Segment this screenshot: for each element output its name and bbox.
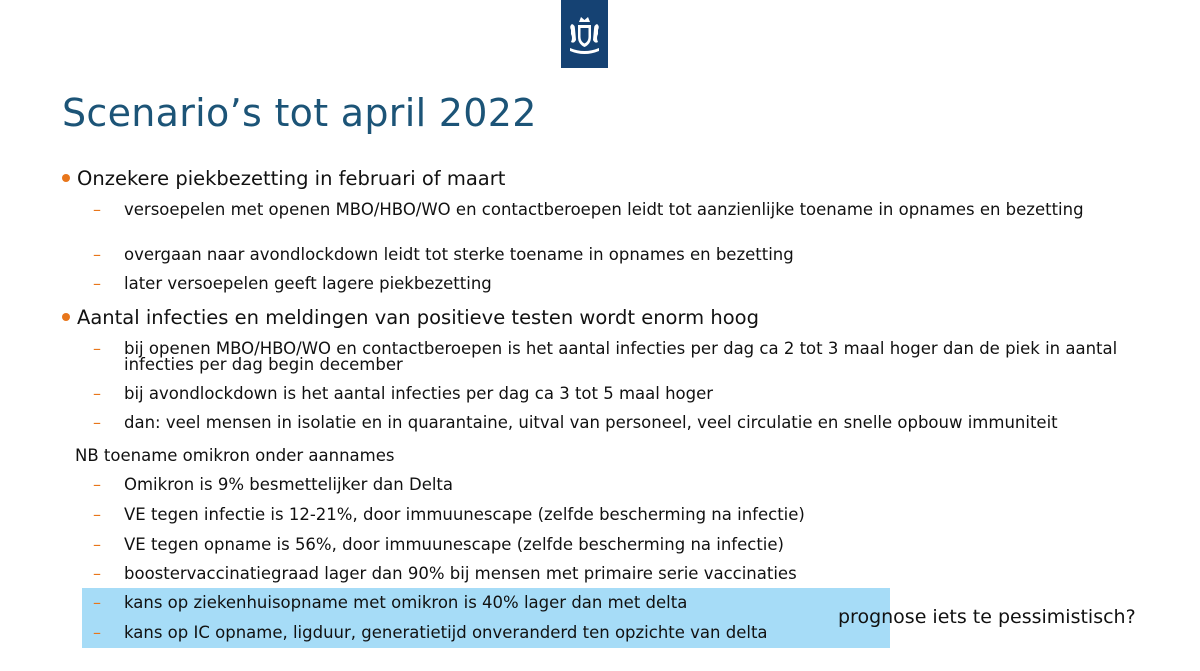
dash-icon: – xyxy=(93,623,101,642)
list-item xyxy=(93,202,1173,218)
dash-icon: – xyxy=(93,593,101,612)
dash-icon: – xyxy=(93,564,101,583)
section-heading-1 xyxy=(62,167,505,191)
section-heading-text: Aantal infecties en meldingen van positieve testen wordt enorm hoog xyxy=(77,306,759,329)
list-item xyxy=(93,386,1173,402)
section-heading-text: Onzekere piekbezetting in februari of maart xyxy=(77,167,506,190)
list-item-text: VE tegen infectie is 12-21%, door immuunescape (zelfde bescherming na infectie) xyxy=(124,505,805,524)
list-item xyxy=(93,477,1173,493)
list-item-text: later versoepelen geeft lagere piekbezetting xyxy=(124,274,492,293)
list-item xyxy=(93,247,1173,263)
section-heading-2 xyxy=(62,306,759,330)
dash-icon: – xyxy=(93,475,101,494)
list-item-text: kans op ziekenhuisopname met omikron is 40% lager dan met delta xyxy=(124,593,688,612)
dash-icon: – xyxy=(93,384,101,403)
nb-heading: NB toename omikron onder aannames xyxy=(75,446,395,465)
list-item xyxy=(93,415,1173,431)
slide-title: Scenario’s tot april 2022 xyxy=(62,91,537,135)
dash-icon: – xyxy=(93,339,101,358)
list-item-text: versoepelen met openen MBO/HBO/WO en contactberoepen leidt tot aanzienlijke toename in opnames en bezetting xyxy=(124,200,1084,219)
dash-icon: – xyxy=(93,505,101,524)
list-item-text: Omikron is 9% besmettelijker dan Delta xyxy=(124,475,454,494)
list-item-text: overgaan naar avondlockdown leidt tot sterke toename in opnames en bezetting xyxy=(124,245,794,264)
list-item-text: bij openen MBO/HBO/WO en contactberoepen is het aantal infecties per dag ca 2 tot 3 maal hoger dan de piek in aantal infecties per dag begin december xyxy=(124,339,1118,374)
dash-icon: – xyxy=(93,535,101,554)
list-item xyxy=(93,537,1173,553)
list-item-text: bij avondlockdown is het aantal infecties per dag ca 3 tot 5 maal hoger xyxy=(124,384,714,403)
list-item-text: dan: veel mensen in isolatie en in quarantaine, uitval van personeel, veel circulatie en snelle opbouw immuniteit xyxy=(124,413,1058,432)
list-item-text: boostervaccinatiegraad lager dan 90% bij mensen met primaire serie vaccinaties xyxy=(124,564,797,583)
list-item-text: kans op IC opname, ligduur, generatietijd onveranderd ten opzichte van delta xyxy=(124,623,768,642)
list-item xyxy=(93,507,1173,523)
dash-icon: – xyxy=(93,200,101,219)
bullet-dot-icon xyxy=(62,313,70,321)
dash-icon: – xyxy=(93,413,101,432)
list-item xyxy=(93,341,1173,373)
government-logo xyxy=(561,0,608,68)
coat-of-arms-icon xyxy=(561,0,608,68)
bullet-dot-icon xyxy=(62,174,70,182)
list-item xyxy=(93,276,1173,292)
list-item-text: VE tegen opname is 56%, door immuunescape (zelfde bescherming na infectie) xyxy=(124,535,784,554)
dash-icon: – xyxy=(93,274,101,293)
dash-icon: – xyxy=(93,245,101,264)
list-item xyxy=(93,566,1173,582)
side-note: prognose iets te pessimistisch? xyxy=(838,606,1136,628)
